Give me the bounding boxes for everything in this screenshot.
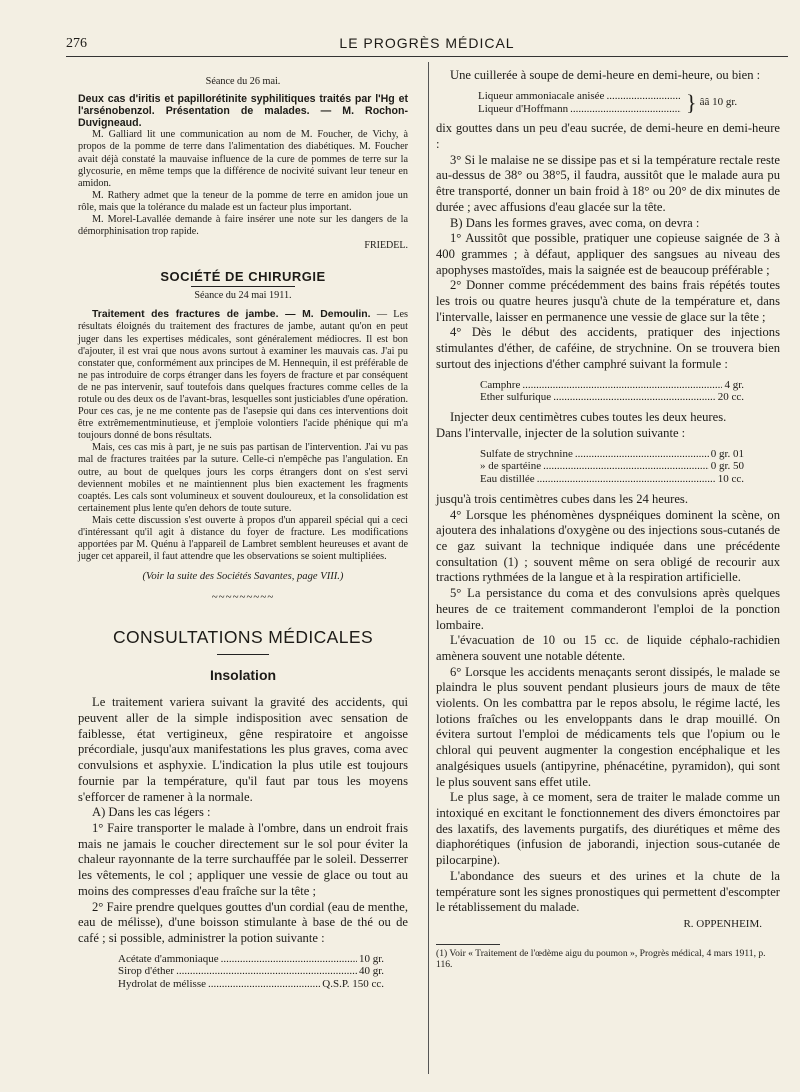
paragraph: 2° Faire prendre quelques gouttes d'un cordial (eau de menthe, eau de mélisse), d'une boisson stimulante à base de thé ou de café ; si possible, administrer la potion suivante : bbox=[78, 899, 408, 945]
prescription-line: Sirop d'éther ..... 40 gr. bbox=[118, 965, 384, 978]
footnote: (1) Voir « Traitement de l'œdème aigu du poumon », Progrès médical, 4 mars 1911, p. 116. bbox=[436, 947, 766, 971]
section-underline bbox=[217, 654, 269, 655]
paragraph: Dans l'intervalle, injecter de la solution suivante : bbox=[436, 425, 686, 440]
journal-title: LE PROGRÈS MÉDICAL bbox=[339, 35, 515, 51]
article-title: Traitement des fractures de jambe. — M. Demoulin. bbox=[92, 309, 371, 321]
prescription-line: Camphre ..... 4 gr. bbox=[480, 379, 744, 392]
prescription-line: Hydrolat de mélisse ..... Q.S.P. 150 cc. bbox=[118, 978, 384, 991]
paragraph: M. Galliard lit une communication au nom de M. Foucher, de Vichy, à propos de la pomme de terre dans l'alimentation des diabétiques. M. Foucher avait déjà constaté la mauvaise influence de la cure de pommes de terre sur la glycosurie, en même temps que la différence de nocivité suivant leur teneur en amidon. bbox=[78, 129, 408, 189]
paragraph: 4° Lorsque les phénomènes dyspnéiques dominent la scène, on ajoutera des inhalations d'oxygène ou des injections sous-cutanés de ce gaz suivant la technique indiquée dans une précédente consultation (1) ; souvent même on sera obligé de recourir aux tractions rythmées de la langue et à la respiration artificielle. bbox=[436, 507, 780, 585]
signature: FRIEDEL. bbox=[364, 240, 408, 252]
paragraph: Le traitement variera suivant la gravité des accidents, qui peuvent aller de la simple indisposition avec sensation de faiblesse, état vertigineux, gêne respiratoire et angoisse précordiale, jusqu'aux manifestations les plus graves, coma avec convulsions et asphyxie. L'indication la plus utile est toujours fournie par la température, qu'il faut par tous les moyens s'efforcer de ramener à la normale. bbox=[78, 695, 408, 804]
article-title: Deux cas d'iritis et papillorétinite syphilitiques traités par l'Hg et l'arsénobenzol. Présentation de malades. — M. Rochon-Duvigneaud. bbox=[78, 93, 408, 130]
paragraph: 6° Lorsque les accidents menaçants seront dissipés, le malade se plaindra le plus souvent pendant plusieurs jours de maux de tête violents. On les combattra par le repos absolu, le régime lacté, les lotions fraîches ou les enveloppants dans le drap mouillé. On évitera surtout l'emploi de médicaments tels que l'opium ou le chloral qui peuvent augmenter la congestion encéphalique et les analgésiques usuels (antipyrine, phénacétine, pyramidon), qui sont le plus souvent sans effet utile. bbox=[436, 664, 780, 789]
subsection-title: Insolation bbox=[209, 667, 277, 684]
right-column bbox=[436, 68, 780, 971]
paragraph: Mais cette discussion s'est ouverte à propos d'un appareil spécial qui a ceci d'intéressant qu'il agit à distance du foyer de fracture. Les modifications apportées par M. Quénu à l'appareil de Lambret semblent heureuses et avant de juger cet appareil, il faut attendre que les observations se soient multipliées. bbox=[78, 514, 408, 563]
paragraph: L'abondance des sueurs et des urines et la chute de la température sont les signes pronostiques qui permettent d'escompter le rétablissement du malade. bbox=[436, 868, 780, 915]
prescription-line: Eau distillée ..... 10 cc. bbox=[480, 473, 744, 486]
paragraph: M. Morel-Lavallée demande à faire insérer une note sur les dangers de la démorphinisation trop rapide. bbox=[78, 214, 408, 238]
paragraph: M. Rathery admet que la teneur de la pomme de terre en amidon joue un rôle, mais que la tolérance du malade est un facteur plus important. bbox=[78, 189, 408, 213]
paragraph: A) Dans les cas légers : bbox=[92, 805, 211, 820]
paragraph: — Les résultats éloignés du traitement des fractures de jambe, autant qu'on en peut juger dans les expertises médicales, sont généralement médiocres. Il est bon d'ajouter, il est vrai que nous avons surtout à examiner les mauvais cas. J'ai pu constater que, conformément aux principes de M. Hennequin, il est préférable de ne pas introduire de corps étranger dans les foyers de fracture et par conséquent de ne pas intervenir, sauf toutefois dans quelques fractures comme celles de la rotule ou des deux os de l'avant-bras, lesquelles sont justiciables d'une opération. Pour ces cas, je ne me contente pas de l'asepsie qui dans ces interventions doit être extrêmementminutieuse, et j'emploie volontiers l'acide phénique qui m'a toujours donné de bons résultats. bbox=[78, 309, 409, 442]
prescription-line: » de spartéine ..... 0 gr. 50 bbox=[480, 460, 744, 473]
paragraph: Mais, ces cas mis à part, je ne suis pas partisan de l'intervention. J'ai vu pas mal de fractures traitées par la suture. Celle-ci n'empêche pas l'angulation. En outre, au bout de quelques jours les corps étrangers dont on s'est servi deviennent mobiles et ne maintiennent plus bien exactement les fragments coaptés. Les cals sont volumineux et souvent douloureux, et la consolidation est certainement plus lente qu'en dehors de toute suture. bbox=[78, 442, 408, 514]
prescription-line: Liqueur ammoniacale anisée ..... bbox=[478, 90, 683, 103]
paragraph: 1° Faire transporter le malade à l'ombre, dans un endroit frais mais ne jamais le coucher directement sur le sol pour éviter la chaleur rayonnante de la terre surchauffée par le soleil. Desserrer les vêtements, le col ; appliquer une vessie de glace ou tout au moins des compresses d'eau fraîche sur la tête ; bbox=[78, 821, 408, 898]
prescription-qty: ââ 10 gr. bbox=[699, 96, 738, 109]
paragraph: Une cuillerée à soupe de demi-heure en demi-heure, ou bien : bbox=[450, 68, 761, 82]
prescription bbox=[480, 379, 744, 405]
paragraph: 1° Aussitôt que possible, pratiquer une copieuse saignée de 3 à 400 grammes ; à défaut, appliquer des sangsues au niveau des apophyses mastoïdes, mais la saignée est de beaucoup préférable ; bbox=[436, 231, 780, 277]
prescription-line: Acétate d'ammoniaque ..... 10 gr. bbox=[118, 953, 384, 966]
seance-date: Séance du 26 mai. bbox=[205, 76, 281, 87]
paragraph: 4° Dès le début des accidents, pratiquer des injections stimulantes d'éther, de caféine, de strychnine. On se trouvera bien surtout des injections d'éther camphré suivant la formule : bbox=[436, 325, 780, 371]
continuation-note: (Voir la suite des Sociétés Savantes, page VIII.) bbox=[142, 571, 344, 583]
paragraph: Le plus sage, à ce moment, sera de traiter le malade comme un intoxiqué en excitant le fonctionnement des divers émonctoires par des laxatifs, des lavements purgatifs, des diurétiques et même des diaphorétiques (infusion de jaborandi, injection sous-cutanée de pilocarpine). bbox=[436, 790, 780, 868]
prescription bbox=[478, 90, 780, 116]
seance-date: Séance du 24 mai 1911. bbox=[194, 290, 292, 302]
left-column bbox=[78, 76, 408, 991]
prescription bbox=[480, 448, 744, 486]
paragraph: Injecter deux centimètres cubes toutes les deux heures. bbox=[450, 410, 727, 425]
paragraph: B) Dans les formes graves, avec coma, on devra : bbox=[450, 215, 700, 230]
prescription-line: Sulfate de strychnine ..... 0 gr. 01 bbox=[480, 448, 744, 461]
paragraph: 2° Donner comme précédemment des bains frais répétés toutes les trois ou quatre heures jusqu'à chute de la température et, dans l'intervalle, laisser en permanence une vessie de glace sur la tête ; bbox=[436, 278, 780, 324]
paragraph: dix gouttes dans un peu d'eau sucrée, de demi-heure en demi-heure : bbox=[436, 121, 780, 151]
page-header bbox=[66, 34, 788, 57]
column-divider bbox=[428, 62, 429, 1074]
prescription bbox=[118, 953, 384, 991]
page-number: 276 bbox=[66, 36, 87, 51]
paragraph: 5° La persistance du coma et des convulsions après quelques heures de ce traitement commanderont l'emploi de la ponction lombaire. bbox=[436, 586, 780, 632]
ornament: ~~~~~~~~~ bbox=[211, 591, 275, 604]
section-title: CONSULTATIONS MÉDICALES bbox=[112, 627, 374, 648]
paragraph: jusqu'à trois centimètres cubes dans les 24 heures. bbox=[436, 491, 688, 506]
prescription-line: Ether sulfurique ..... 20 cc. bbox=[480, 391, 744, 404]
section-title: SOCIÉTÉ DE CHIRURGIE bbox=[160, 269, 326, 285]
paragraph: L'évacuation de 10 ou 15 cc. de liquide céphalo-rachidien amènera souvent une notable détente. bbox=[436, 633, 780, 663]
prescription-line: Liqueur d'Hoffmann ..... bbox=[478, 103, 683, 116]
signature: R. OPPENHEIM. bbox=[683, 917, 762, 930]
paragraph: 3° Si le malaise ne se dissipe pas et si la température rectale reste au-dessus de 38° ou 38°5, il faudra, aussitôt que le malade aura pu être transporté, donner un bain froid à 18° ou 20° de dix minutes de durée ; avec affusions d'eau glacée sur la tête. bbox=[436, 152, 780, 214]
section-underline bbox=[191, 286, 295, 287]
footnote-rule bbox=[436, 944, 500, 945]
brace: } bbox=[686, 89, 697, 115]
